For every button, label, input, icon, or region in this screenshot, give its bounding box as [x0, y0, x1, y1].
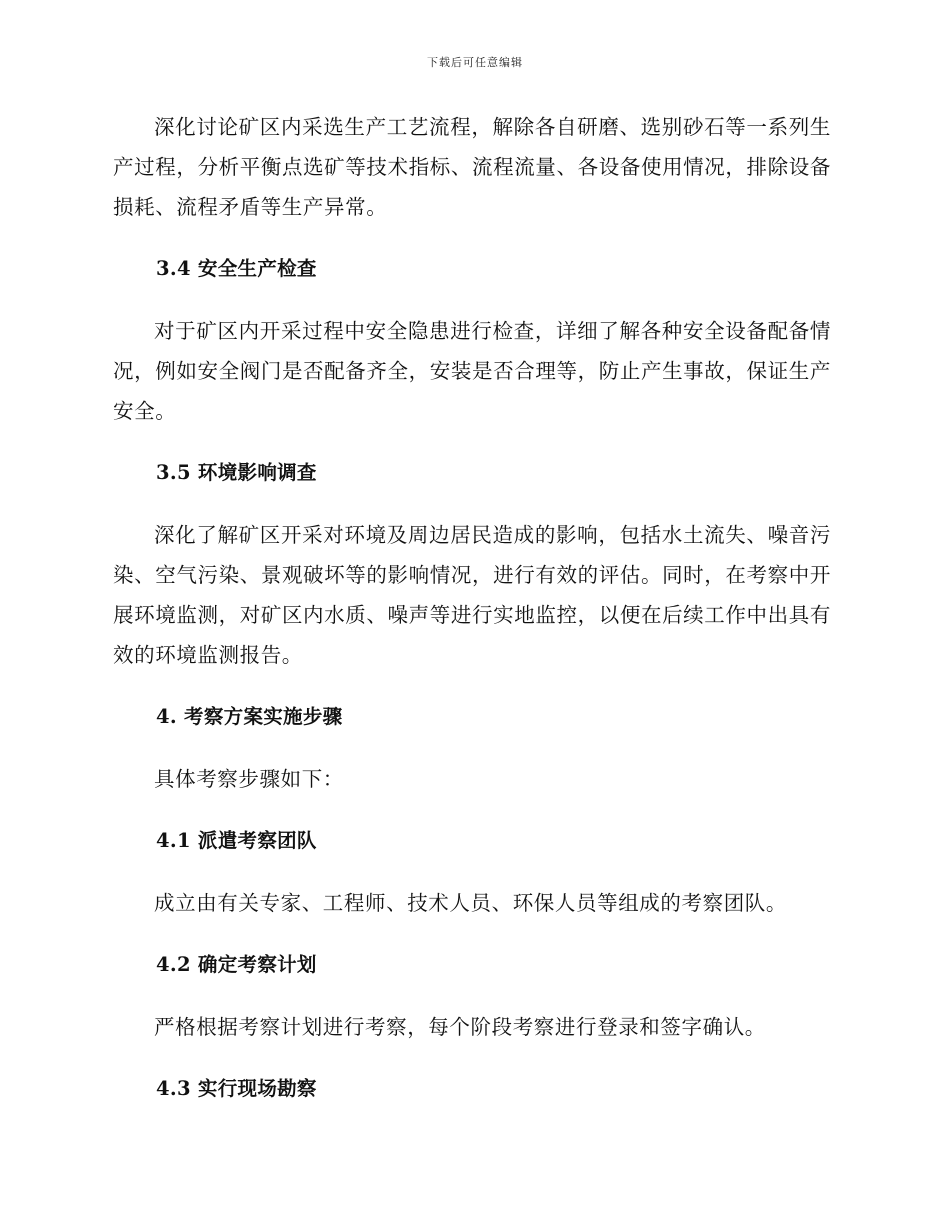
paragraph-process-discussion: 深化讨论矿区内采选生产工艺流程，解除各自研磨、选别砂石等一系列生产过程，分析平衡点选矿等技术指标、流程流量、各设备使用情况，排除设备损耗、流程矛盾等生产异常。 — [113, 115, 831, 219]
document-body — [113, 107, 831, 1131]
section-heading-4: 4. 考察方案实施步骤 — [156, 705, 343, 728]
paragraph-safety-check: 对于矿区内开采过程中安全隐患进行检查，详细了解各种安全设备配备情况，例如安全阀门是否配备齐全，安装是否合理等，防止产生事故，保证生产安全。 — [113, 319, 831, 423]
paragraph-steps-intro: 具体考察步骤如下： — [154, 767, 344, 791]
paragraph-plan: 严格根据考察计划进行考察，每个阶段考察进行登录和签字确认。 — [154, 1015, 766, 1039]
paragraph-environment-impact: 深化了解矿区开采对环境及周边居民造成的影响，包括水土流失、噪音污染、空气污染、景观破坏等的影响情况，进行有效的评估。同时，在考察中开展环境监测，对矿区内水质、噪声等进行实地监控，以便在后续工作中出具有效的环境监测报告。 — [113, 523, 831, 667]
paragraph-team: 成立由有关专家、工程师、技术人员、环保人员等组成的考察团队。 — [154, 891, 787, 915]
section-heading-3-5: 3.5 环境影响调查 — [156, 461, 317, 484]
section-heading-4-2: 4.2 确定考察计划 — [156, 953, 317, 976]
page-header: 下载后可任意编辑 — [427, 56, 523, 69]
section-heading-4-3: 4.3 实行现场勘察 — [156, 1077, 317, 1100]
section-heading-4-1: 4.1 派遣考察团队 — [156, 829, 317, 852]
section-heading-3-4: 3.4 安全生产检查 — [156, 257, 317, 280]
